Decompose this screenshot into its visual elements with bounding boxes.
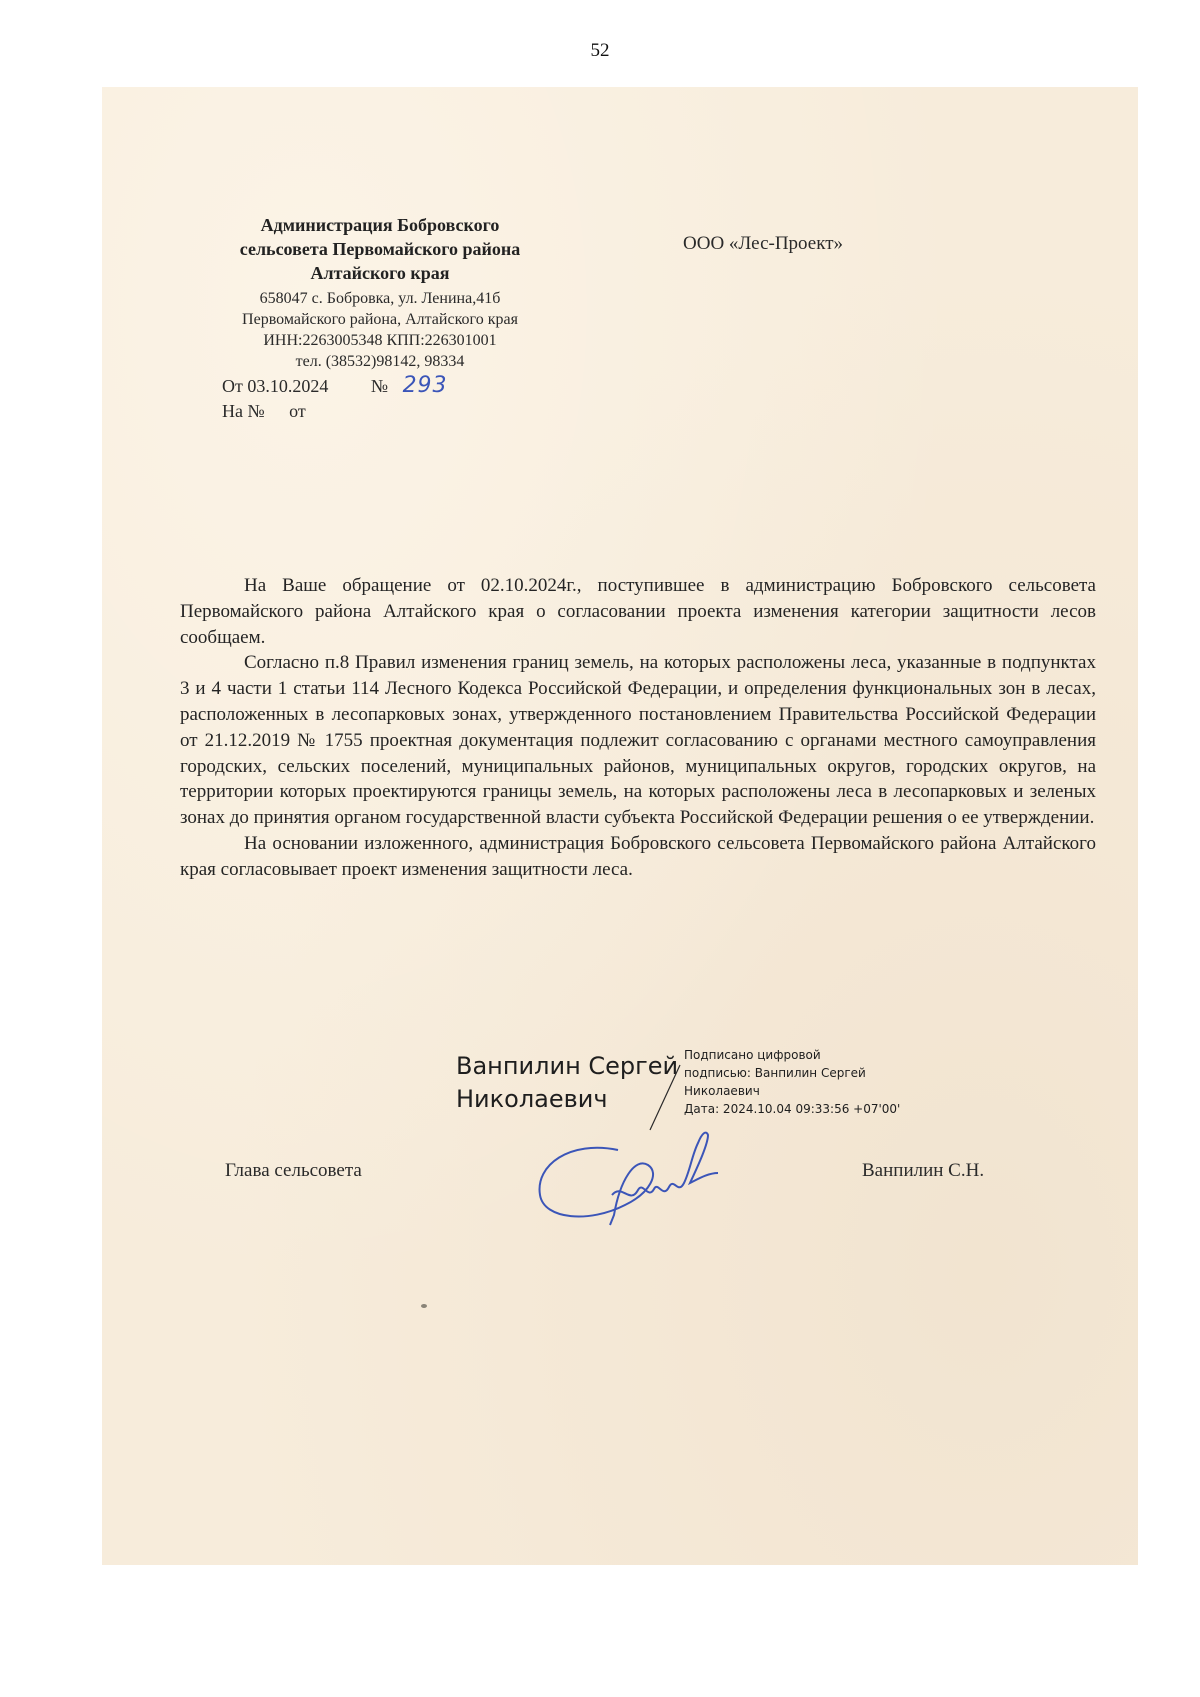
incoming-reference bbox=[222, 401, 306, 422]
signatory-position: Глава сельсовета bbox=[225, 1160, 362, 1181]
recipient: ООО «Лес-Проект» bbox=[683, 233, 844, 254]
sender-org-line: Алтайского края bbox=[310, 263, 450, 283]
sender-address-line: Первомайского района, Алтайского края bbox=[242, 311, 518, 328]
signature-note-line: Николаевич bbox=[684, 1084, 760, 1098]
signature-note-line: подписью: Ванпилин Сергей bbox=[684, 1066, 866, 1080]
outgoing-reference bbox=[222, 373, 448, 398]
scan-speck bbox=[421, 1304, 427, 1308]
signature-note-line: Дата: 2024.10.04 09:33:56 +07'00' bbox=[684, 1102, 901, 1116]
reply-number-label: На № bbox=[222, 401, 265, 421]
body-paragraph: Согласно п.8 Правил изменения границ земель, на которых расположены леса, указанные в подпунктах 3 и 4 части 1 статьи 114 Лесного Кодекса Российской Федерации, и определения функциональных зон в лесах, расположенных в лесопарковых зонах, утвержденного постановлением Правительства Российской Федерации от 21.12.2019 № 1755 проектная документация подлежит согласованию с органами местного самоуправления городских, сельских поселений, муниципальных районов, муниципальных округов, городских округов, на территории которых проектируются границы земель, на которых расположены леса в лесопарковых и зеленых зонах до принятия органом государственной власти субъекта Российской Федерации решения о ее утверждении. bbox=[180, 652, 1096, 829]
sender-address-line: 658047 с. Бобровка, ул. Ленина,41б bbox=[259, 290, 501, 307]
page-number: 52 bbox=[590, 40, 610, 61]
body-paragraph: На основании изложенного, администрация Бобровского сельсовета Первомайского района Алтайского края согласовывает проект изменения защитности леса. bbox=[180, 832, 1096, 880]
sender-org-line: Администрация Бобровского bbox=[260, 215, 500, 235]
sender-inn-kpp: ИНН:2263005348 КПП:226301001 bbox=[263, 332, 497, 349]
signature-script-stroke bbox=[612, 1133, 718, 1196]
letter-body bbox=[180, 573, 1096, 883]
signer-name-line: Ванпилин Сергей bbox=[456, 1052, 679, 1080]
signature-divider-stroke bbox=[650, 1065, 680, 1130]
signature-note-line: Подписано цифровой bbox=[684, 1048, 821, 1062]
sender-phone: тел. (38532)98142, 98334 bbox=[295, 353, 465, 370]
body-paragraph: На Ваше обращение от 02.10.2024г., поступившее в администрацию Бобровского сельсовета Первомайского района Алтайского края о согласовании проекта изменения категории защитности лесов сообщаем. bbox=[180, 575, 1096, 648]
sender-org-line: сельсовета Первомайского района bbox=[239, 239, 521, 259]
signature-loop-stroke bbox=[540, 1148, 654, 1225]
handwritten-signature bbox=[530, 1055, 770, 1230]
outgoing-date: От 03.10.2024 bbox=[222, 376, 329, 396]
handwritten-number: 293 bbox=[402, 373, 448, 398]
signer-name-line: Николаевич bbox=[456, 1085, 608, 1113]
sender-block bbox=[210, 213, 550, 372]
reply-from-label: от bbox=[289, 401, 306, 421]
signatory-name: Ванпилин С.Н. bbox=[862, 1160, 985, 1181]
number-label: № bbox=[370, 376, 389, 396]
